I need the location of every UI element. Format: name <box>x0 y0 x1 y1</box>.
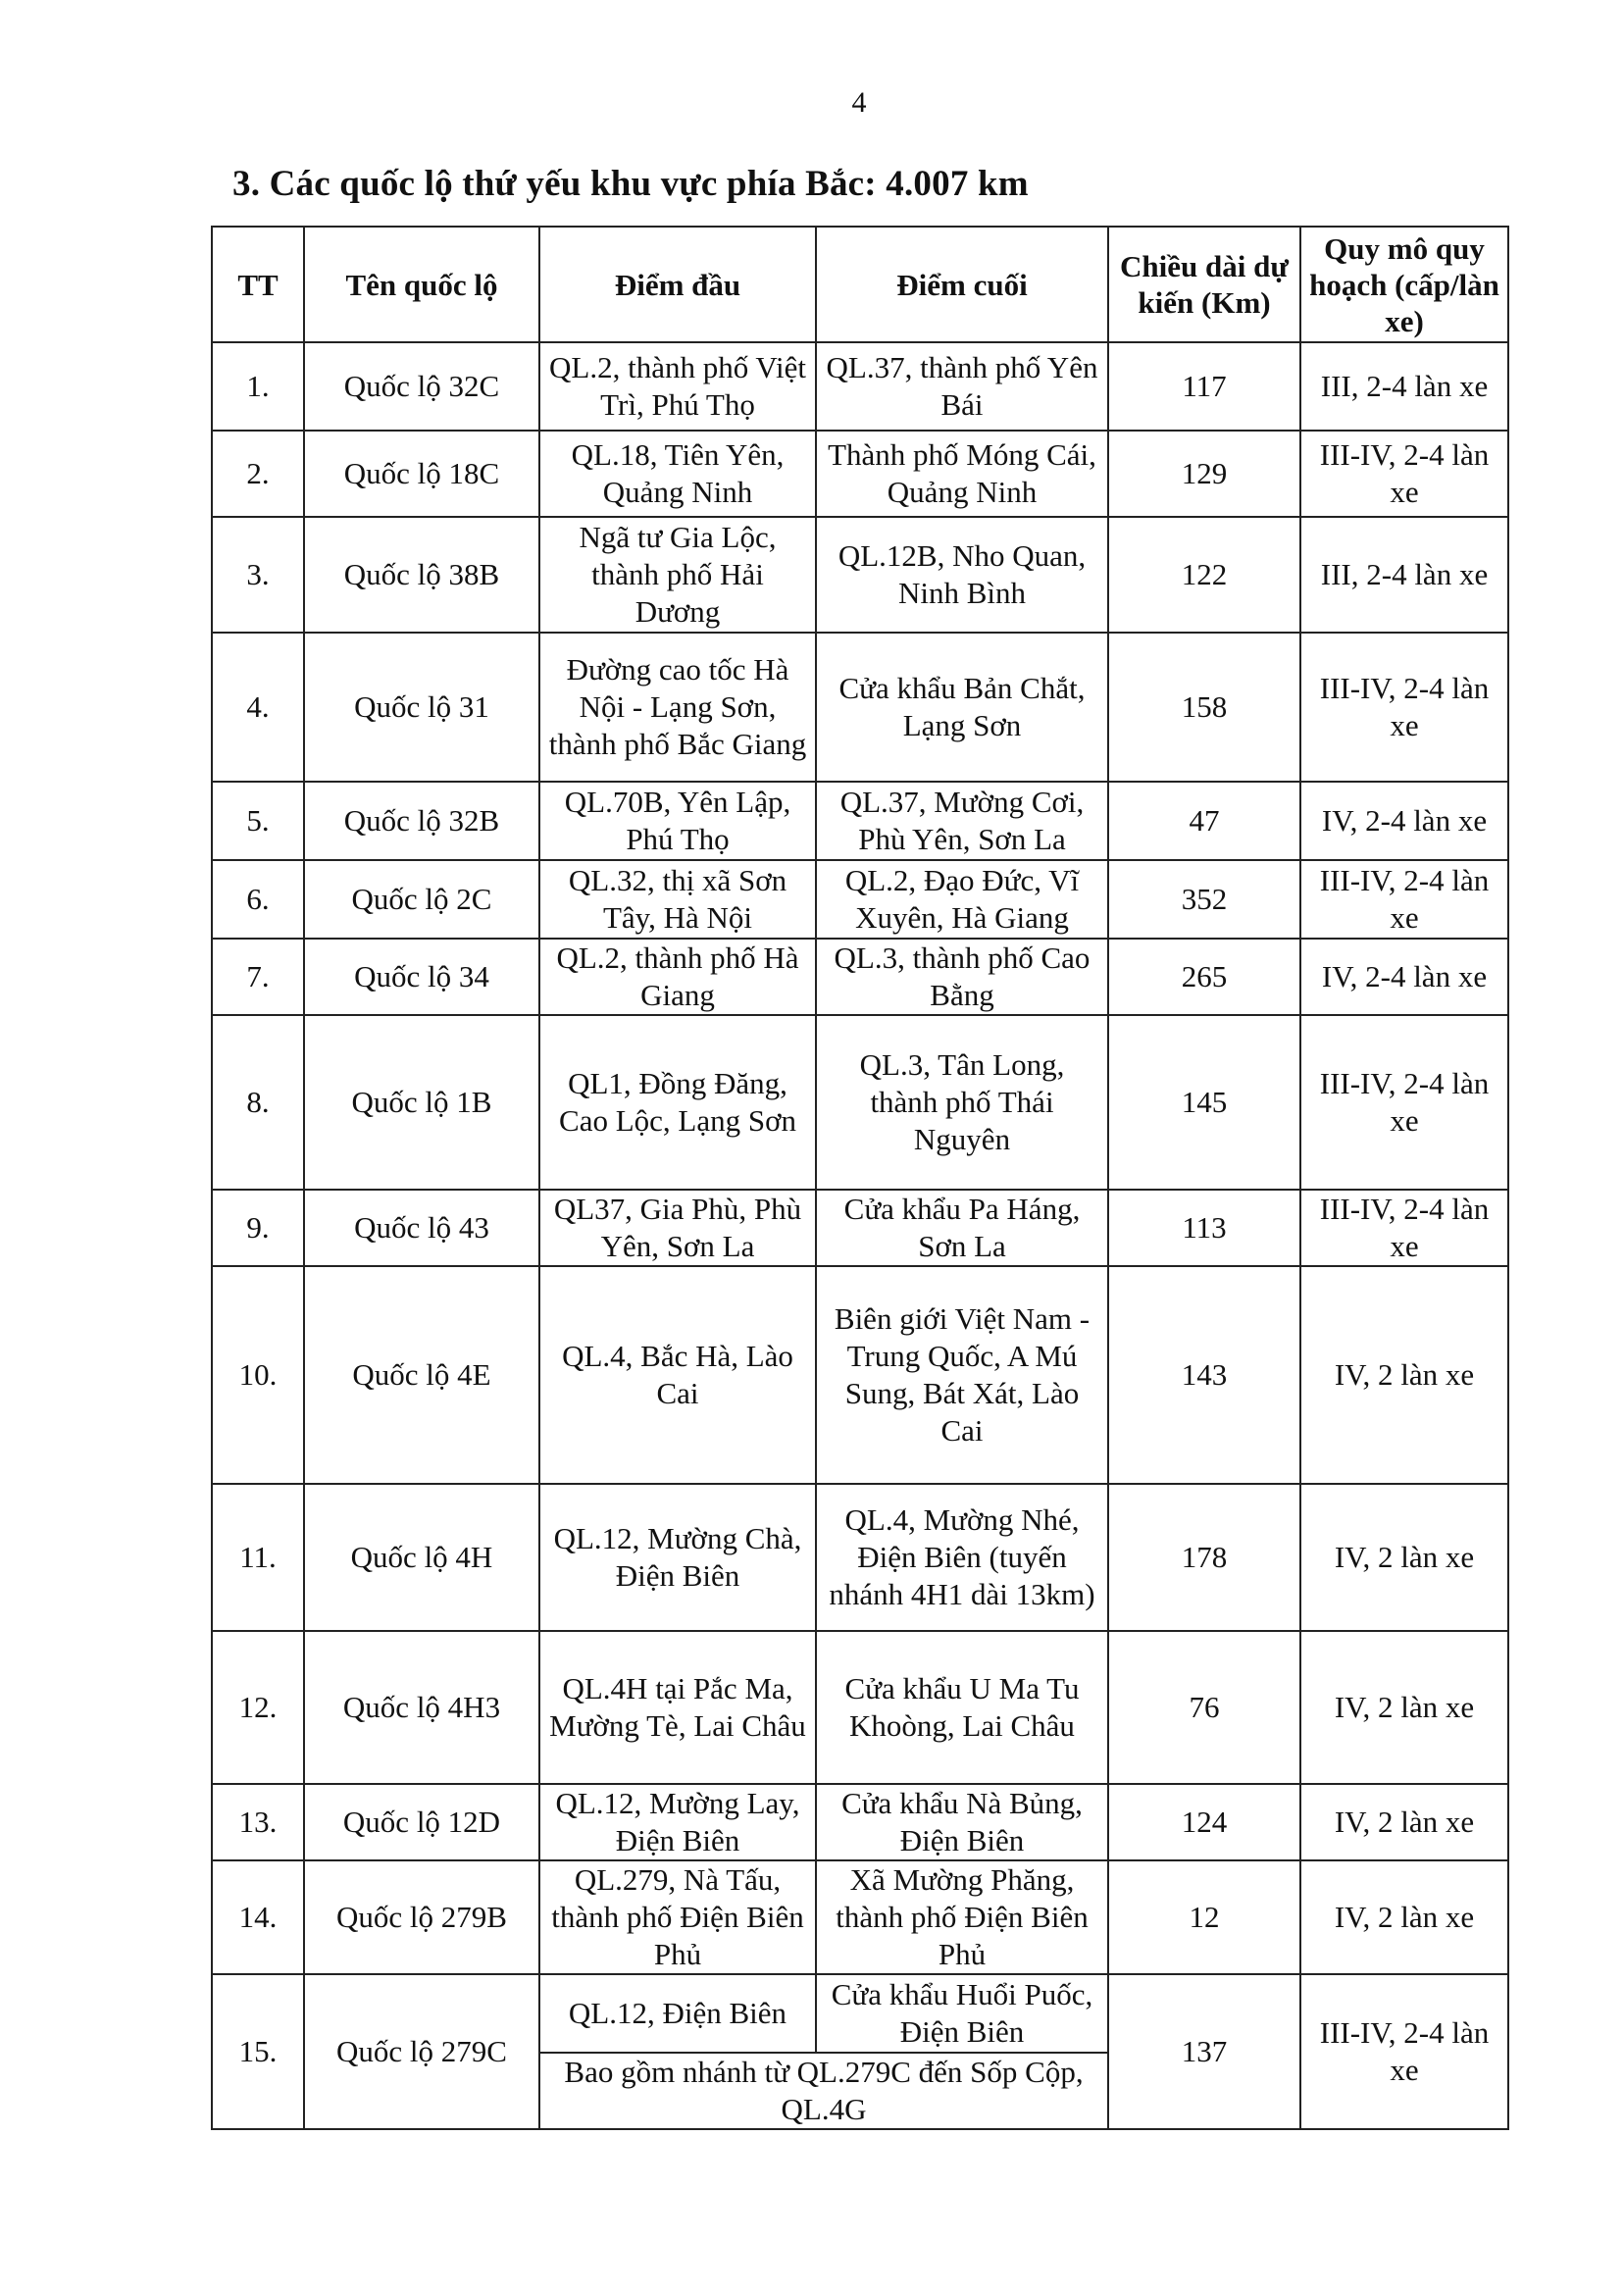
cell-end-point: Thành phố Móng Cái, Quảng Ninh <box>816 431 1108 517</box>
cell-tt: 5. <box>212 782 304 860</box>
cell-end-point: QL.2, Đạo Đức, Vĩ Xuyên, Hà Giang <box>816 860 1108 939</box>
cell-scale: IV, 2-4 làn xe <box>1300 782 1508 860</box>
table-row <box>212 1015 1508 1190</box>
cell-length: 117 <box>1108 342 1300 431</box>
cell-length: 137 <box>1108 1974 1300 2129</box>
cell-end-point: Cửa khẩu U Ma Tu Khoòng, Lai Châu <box>816 1631 1108 1784</box>
cell-start-point: QL1, Đồng Đăng, Cao Lộc, Lạng Sơn <box>539 1015 816 1190</box>
cell-start-point: QL37, Gia Phù, Phù Yên, Sơn La <box>539 1190 816 1266</box>
cell-length: 178 <box>1108 1484 1300 1631</box>
header-tt: TT <box>212 227 304 342</box>
cell-length: 145 <box>1108 1015 1300 1190</box>
table-row <box>212 1484 1508 1631</box>
cell-road-name: Quốc lộ 279B <box>304 1860 539 1974</box>
cell-scale: III-IV, 2-4 làn xe <box>1300 431 1508 517</box>
cell-scale: IV, 2 làn xe <box>1300 1631 1508 1784</box>
cell-start-point: QL.4, Bắc Hà, Lào Cai <box>539 1266 816 1484</box>
cell-length: 124 <box>1108 1784 1300 1860</box>
cell-end-point: Xã Mường Phăng, thành phố Điện Biên Phủ <box>816 1860 1108 1974</box>
table-row <box>212 1631 1508 1784</box>
cell-road-name: Quốc lộ 12D <box>304 1784 539 1860</box>
page-number: 4 <box>851 86 867 119</box>
cell-tt: 7. <box>212 939 304 1015</box>
cell-start-point: QL.2, thành phố Việt Trì, Phú Thọ <box>539 342 816 431</box>
cell-start-point: QL.12, Mường Lay, Điện Biên <box>539 1784 816 1860</box>
cell-start-point: QL.4H tại Pắc Ma, Mường Tè, Lai Châu <box>539 1631 816 1784</box>
cell-start-point: QL.70B, Yên Lập, Phú Thọ <box>539 782 816 860</box>
cell-end-point: Cửa khẩu Huổi Puốc, Điện Biên <box>816 1974 1108 2053</box>
table-row <box>212 517 1508 633</box>
cell-tt: 12. <box>212 1631 304 1784</box>
cell-road-name: Quốc lộ 2C <box>304 860 539 939</box>
cell-tt: 3. <box>212 517 304 633</box>
header-scale: Quy mô quy hoạch (cấp/làn xe) <box>1300 227 1508 342</box>
table-row <box>212 1860 1508 1974</box>
cell-scale: III-IV, 2-4 làn xe <box>1300 1974 1508 2129</box>
cell-road-name: Quốc lộ 38B <box>304 517 539 633</box>
cell-scale: IV, 2 làn xe <box>1300 1266 1508 1484</box>
cell-branch-note: Bao gồm nhánh từ QL.279C đến Sốp Cộp, QL.4G <box>539 2053 1108 2129</box>
cell-length: 143 <box>1108 1266 1300 1484</box>
cell-scale: III-IV, 2-4 làn xe <box>1300 633 1508 782</box>
table-row <box>212 633 1508 782</box>
cell-road-name: Quốc lộ 32B <box>304 782 539 860</box>
cell-scale: IV, 2 làn xe <box>1300 1784 1508 1860</box>
cell-road-name: Quốc lộ 43 <box>304 1190 539 1266</box>
cell-end-point: QL.3, Tân Long, thành phố Thái Nguyên <box>816 1015 1108 1190</box>
cell-length: 265 <box>1108 939 1300 1015</box>
cell-road-name: Quốc lộ 4H3 <box>304 1631 539 1784</box>
cell-tt: 14. <box>212 1860 304 1974</box>
header-start-point: Điểm đầu <box>539 227 816 342</box>
cell-start-point: QL.279, Nà Tấu, thành phố Điện Biên Phủ <box>539 1860 816 1974</box>
cell-length: 122 <box>1108 517 1300 633</box>
cell-tt: 8. <box>212 1015 304 1190</box>
cell-end-point: QL.37, thành phố Yên Bái <box>816 342 1108 431</box>
cell-tt: 13. <box>212 1784 304 1860</box>
cell-tt: 15. <box>212 1974 304 2129</box>
table-row <box>212 939 1508 1015</box>
cell-tt: 2. <box>212 431 304 517</box>
cell-road-name: Quốc lộ 31 <box>304 633 539 782</box>
cell-end-point: Cửa khẩu Nà Bủng, Điện Biên <box>816 1784 1108 1860</box>
header-end-point: Điểm cuối <box>816 227 1108 342</box>
national-roads-table <box>211 226 1509 2130</box>
cell-scale: IV, 2-4 làn xe <box>1300 939 1508 1015</box>
cell-tt: 6. <box>212 860 304 939</box>
cell-tt: 4. <box>212 633 304 782</box>
cell-length: 76 <box>1108 1631 1300 1784</box>
cell-length: 129 <box>1108 431 1300 517</box>
table-row <box>212 1266 1508 1484</box>
cell-scale: III, 2-4 làn xe <box>1300 517 1508 633</box>
header-road-name: Tên quốc lộ <box>304 227 539 342</box>
table-header-row <box>212 227 1508 342</box>
table-row <box>212 1190 1508 1266</box>
cell-road-name: Quốc lộ 4E <box>304 1266 539 1484</box>
cell-end-point: QL.12B, Nho Quan, Ninh Bình <box>816 517 1108 633</box>
cell-tt: 11. <box>212 1484 304 1631</box>
table-row <box>212 342 1508 431</box>
section-heading: 3. Các quốc lộ thứ yếu khu vực phía Bắc: 4.007 km <box>232 164 1029 204</box>
cell-scale: IV, 2 làn xe <box>1300 1484 1508 1631</box>
cell-start-point: QL.12, Điện Biên <box>539 1974 816 2053</box>
cell-tt: 10. <box>212 1266 304 1484</box>
table-row <box>212 1784 1508 1860</box>
cell-end-point: QL.37, Mường Cơi, Phù Yên, Sơn La <box>816 782 1108 860</box>
table-row <box>212 431 1508 517</box>
cell-tt: 9. <box>212 1190 304 1266</box>
table-row <box>212 782 1508 860</box>
cell-scale: III-IV, 2-4 làn xe <box>1300 1190 1508 1266</box>
cell-start-point: Ngã tư Gia Lộc, thành phố Hải Dương <box>539 517 816 633</box>
cell-scale: III, 2-4 làn xe <box>1300 342 1508 431</box>
cell-length: 158 <box>1108 633 1300 782</box>
cell-scale: III-IV, 2-4 làn xe <box>1300 860 1508 939</box>
cell-road-name: Quốc lộ 34 <box>304 939 539 1015</box>
cell-start-point: Đường cao tốc Hà Nội - Lạng Sơn, thành phố Bắc Giang <box>539 633 816 782</box>
cell-road-name: Quốc lộ 1B <box>304 1015 539 1190</box>
cell-start-point: QL.12, Mường Chà, Điện Biên <box>539 1484 816 1631</box>
cell-road-name: Quốc lộ 279C <box>304 1974 539 2129</box>
cell-length: 352 <box>1108 860 1300 939</box>
cell-end-point: Biên giới Việt Nam - Trung Quốc, A Mú Sung, Bát Xát, Lào Cai <box>816 1266 1108 1484</box>
cell-start-point: QL.18, Tiên Yên, Quảng Ninh <box>539 431 816 517</box>
cell-length: 12 <box>1108 1860 1300 1974</box>
cell-scale: IV, 2 làn xe <box>1300 1860 1508 1974</box>
cell-end-point: QL.3, thành phố Cao Bằng <box>816 939 1108 1015</box>
cell-length: 113 <box>1108 1190 1300 1266</box>
cell-road-name: Quốc lộ 32C <box>304 342 539 431</box>
cell-start-point: QL.32, thị xã Sơn Tây, Hà Nội <box>539 860 816 939</box>
cell-scale: III-IV, 2-4 làn xe <box>1300 1015 1508 1190</box>
cell-tt: 1. <box>212 342 304 431</box>
cell-end-point: QL.4, Mường Nhé, Điện Biên (tuyến nhánh 4H1 dài 13km) <box>816 1484 1108 1631</box>
cell-end-point: Cửa khẩu Bản Chắt, Lạng Sơn <box>816 633 1108 782</box>
table-row <box>212 860 1508 939</box>
table-row <box>212 1974 1508 2053</box>
header-length: Chiều dài dự kiến (Km) <box>1108 227 1300 342</box>
cell-road-name: Quốc lộ 4H <box>304 1484 539 1631</box>
cell-end-point: Cửa khẩu Pa Háng, Sơn La <box>816 1190 1108 1266</box>
cell-length: 47 <box>1108 782 1300 860</box>
cell-road-name: Quốc lộ 18C <box>304 431 539 517</box>
cell-start-point: QL.2, thành phố Hà Giang <box>539 939 816 1015</box>
